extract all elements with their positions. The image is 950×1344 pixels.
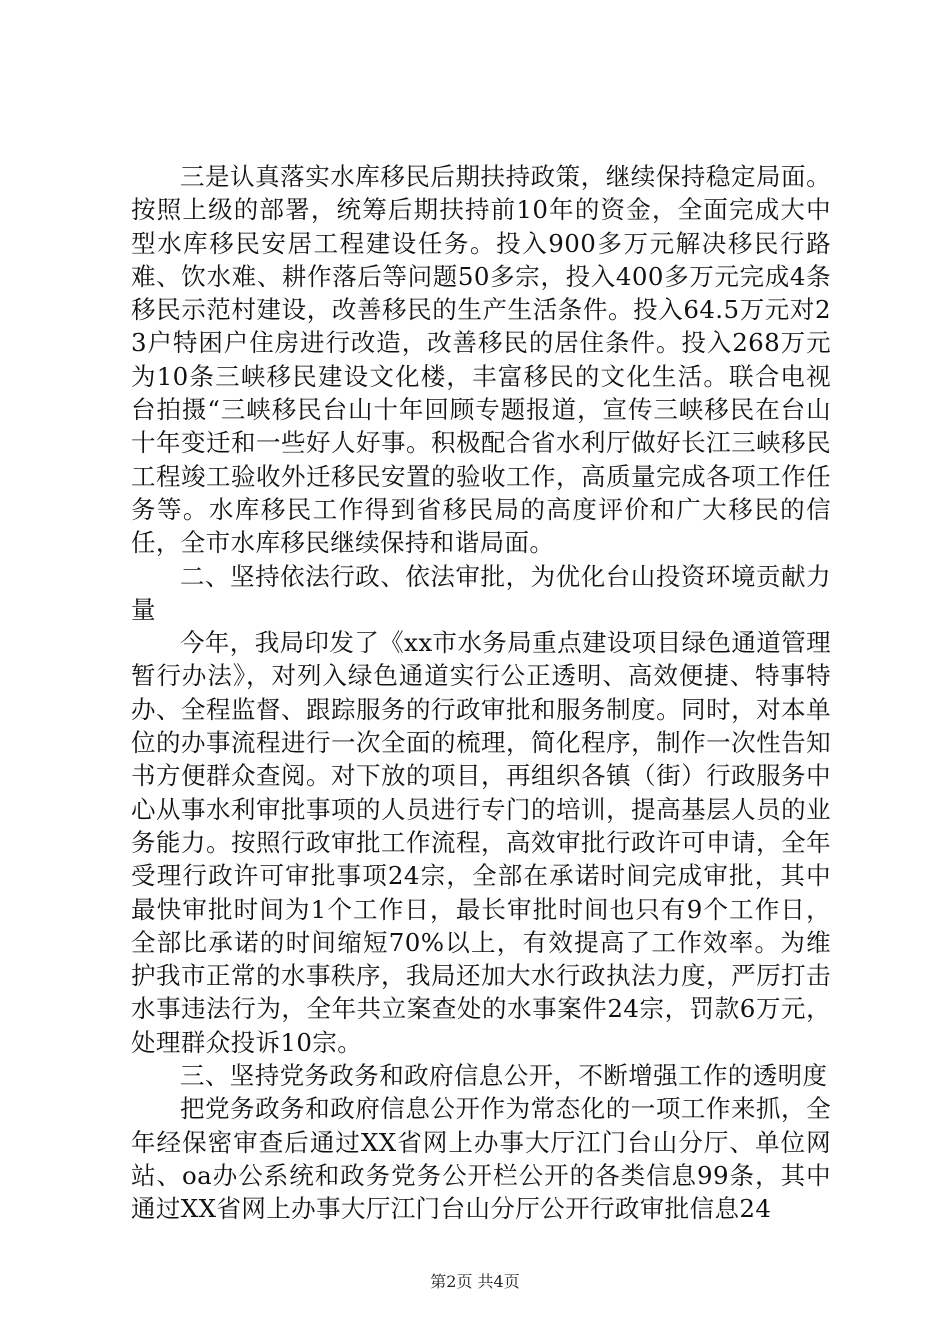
paragraph-information-disclosure: 把党务政务和政府信息公开作为常态化的一项工作来抓，全年经保密审查后通过XX省网上办事大厅江门台山分厅、单位网站、oa办公系统和政务党务公开栏公开的各类信息99条，其中通过XX省网上办事大厅江门台山分厅公开行政审批信息24 [131, 1094, 831, 1224]
section-heading-disclosure: 三、坚持党务政务和政府信息公开，不断增强工作的透明度 [180, 1061, 828, 1091]
section-heading-administration: 二、坚持依法行政、依法审批，为优化台山投资环境贡献力量 [131, 561, 831, 624]
paragraph-administrative-approval: 今年，我局印发了《xx市水务局重点建设项目绿色通道管理暂行办法》，对列入绿色通道实行公正透明、高效便捷、特事特办、全程监督、跟踪服务的行政审批和服务制度。同时，对本单位的办事流程进行一次全面的梳理，简化程序，制作一次性告知书方便群众查阅。对下放的项目，再组织各镇（街）行政服务中心从事水利审批事项的人员进行专门的培训，提高基层人员的业务能力。按照行政审批工作流程，高效审批行政许可申请，全年受理行政许可审批事项24宗，全部在承诺时间完成审批，其中最快审批时间为1个工作日，最长审批时间也只有9个工作日，全部比承诺的时间缩短70%以上，有效提高了工作效率。为维护我市正常的水事秩序，我局还加大水行政执法力度，严厉打击水事违法行为，全年共立案查处的水事案件24宗，罚款6万元，处理群众投诉10宗。 [131, 628, 831, 1057]
document-body [131, 160, 831, 1226]
paragraph-resettlement-policy: 三是认真落实水库移民后期扶持政策，继续保持稳定局面。按照上级的部署，统筹后期扶持前10年的资金，全面完成大中型水库移民安居工程建设任务。投入900多万元解决移民行路难、饮水难、耕作落后等问题50多宗，投入400多万元完成4条移民示范村建设，改善移民的生产生活条件。投入64.5万元对23户特困户住房进行改造，改善移民的居住条件。投入268万元为10条三峡移民建设文化楼，丰富移民的文化生活。联合电视台拍摄“三峡移民台山十年回顾专题报道，宣传三峡移民在台山十年变迁和一些好人好事。积极配合省水利厅做好长江三峡移民工程竣工验收外迁移民安置的验收工作，高质量完成各项工作任务等。水库移民工作得到省移民局的高度评价和广大移民的信任，全市水库移民继续保持和谐局面。 [131, 162, 831, 558]
page-number-footer: 第2页 共4页 [430, 1272, 520, 1291]
